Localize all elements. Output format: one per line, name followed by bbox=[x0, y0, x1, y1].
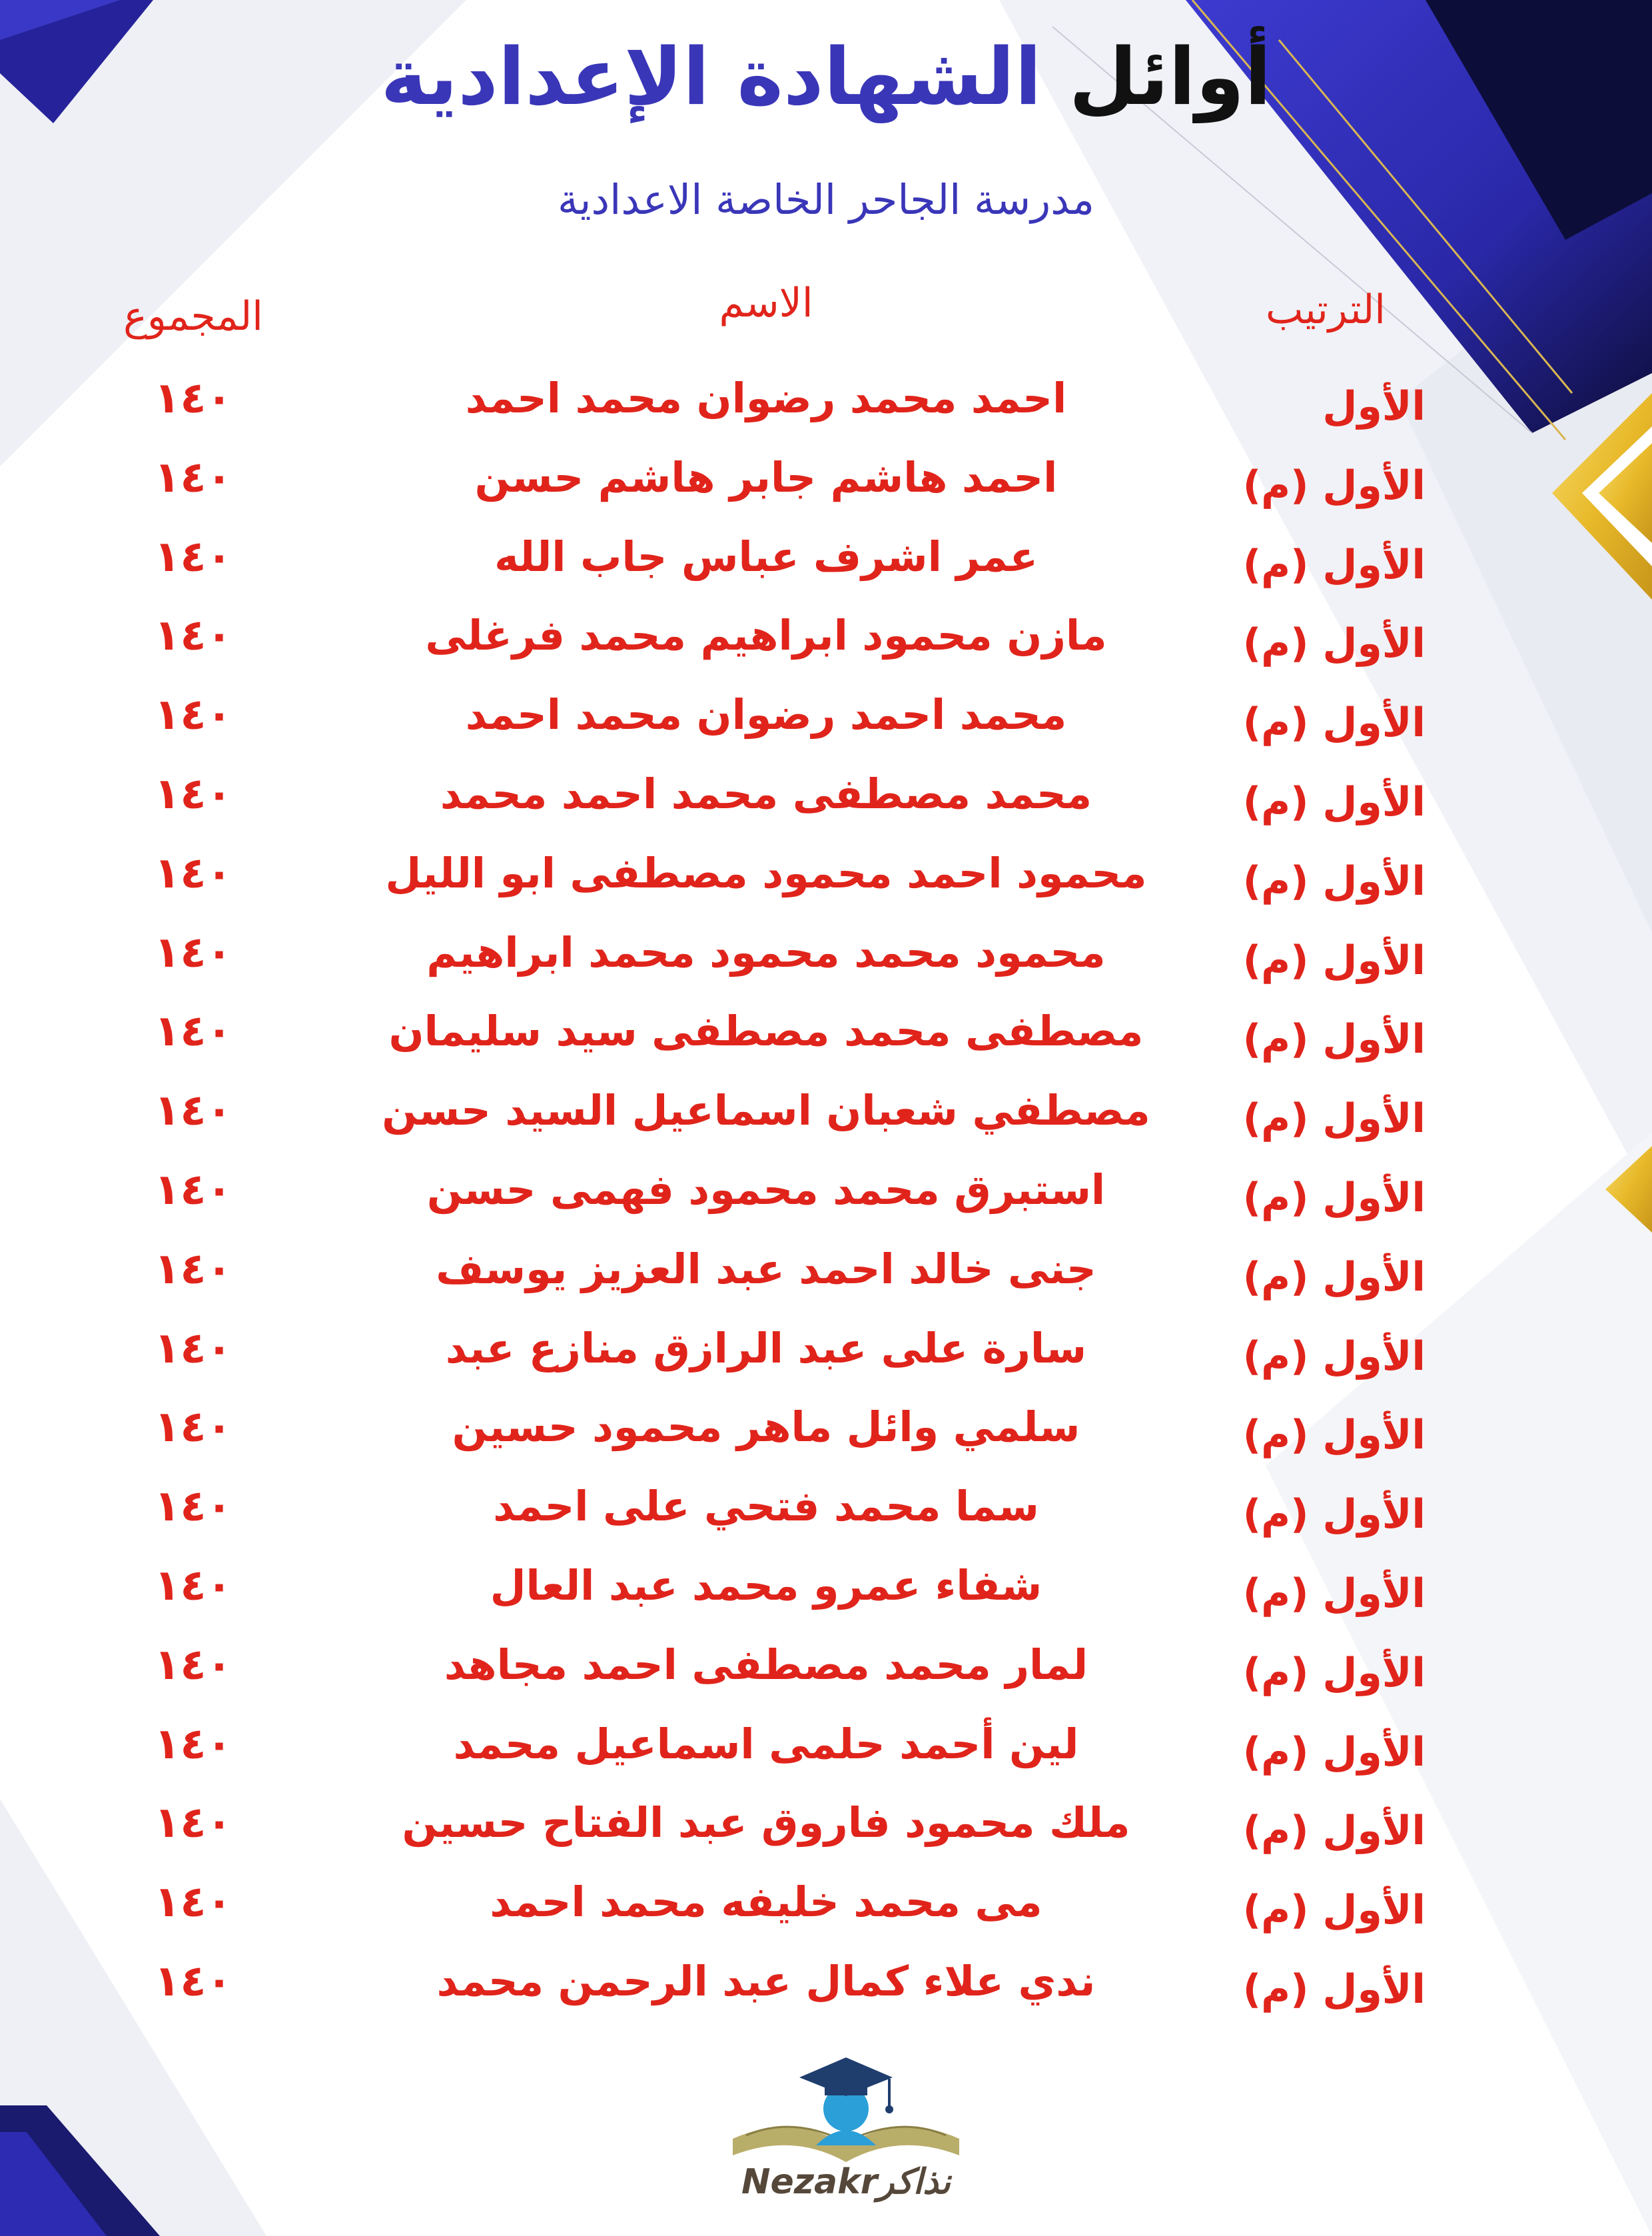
table-row bbox=[0, 1790, 1652, 1869]
name-cell: شفاء عمرو محمد عبد العال bbox=[490, 1560, 1042, 1610]
rank-cell: الأول (م) bbox=[1242, 1174, 1426, 1221]
table-row bbox=[0, 444, 1652, 524]
column-header-rank: الترتيب bbox=[1266, 286, 1386, 333]
table-row bbox=[0, 524, 1652, 603]
logo-text: Nezakrنذاكر bbox=[741, 2162, 951, 2202]
name-cell: محمد مصطفى محمد احمد محمد bbox=[440, 769, 1092, 818]
school-name: مدرسة الجاحر الخاصة الاعدادية bbox=[558, 175, 1094, 224]
rank-cell: الأول (م) bbox=[1242, 857, 1426, 905]
name-cell: استبرق محمد محمود فهمى حسن bbox=[426, 1165, 1106, 1214]
table-row bbox=[0, 1157, 1652, 1236]
total-cell: ١٤٠ bbox=[154, 374, 232, 423]
rank-cell: الأول (م) bbox=[1242, 1095, 1426, 1143]
total-cell: ١٤٠ bbox=[154, 690, 232, 740]
rank-cell: الأول (م) bbox=[1242, 1808, 1426, 1855]
table-row bbox=[0, 1077, 1652, 1157]
results-table bbox=[0, 365, 1652, 2027]
table-row bbox=[0, 1236, 1652, 1315]
column-header-name: الاسم bbox=[719, 280, 813, 326]
name-cell: محمد احمد رضوان محمد احمد bbox=[465, 690, 1067, 740]
rank-cell: الأول (م) bbox=[1242, 1333, 1426, 1380]
rank-cell: الأول (م) bbox=[1242, 700, 1426, 747]
rank-cell: الأول bbox=[1322, 383, 1426, 430]
name-cell: سارة على عبد الرازق منازع عبد bbox=[445, 1323, 1087, 1373]
rank-cell: الأول (م) bbox=[1242, 620, 1426, 668]
total-cell: ١٤٠ bbox=[154, 1323, 232, 1373]
rank-cell: الأول (م) bbox=[1242, 1649, 1426, 1696]
rank-cell: الأول (م) bbox=[1242, 778, 1426, 826]
rank-cell: الأول (م) bbox=[1242, 1491, 1426, 1538]
name-cell: سما محمد فتحي على احمد bbox=[493, 1482, 1039, 1531]
rank-cell: الأول (م) bbox=[1242, 1965, 1426, 2013]
rank-cell: الأول (م) bbox=[1242, 1728, 1426, 1776]
table-row bbox=[0, 1552, 1652, 1632]
table-row bbox=[0, 1394, 1652, 1473]
name-cell: مصطفى محمد مصطفى سيد سليمان bbox=[388, 1007, 1144, 1056]
page-title bbox=[0, 27, 1652, 127]
name-cell: محمود احمد محمود مصطفى ابو الليل bbox=[385, 848, 1147, 897]
name-cell: لين أحمد حلمى اسماعيل محمد bbox=[453, 1719, 1079, 1768]
table-row bbox=[0, 682, 1652, 761]
rank-cell: الأول (م) bbox=[1242, 1016, 1426, 1063]
name-cell: محمود محمد محمود محمد ابراهيم bbox=[426, 927, 1106, 977]
rank-cell: الأول (م) bbox=[1242, 937, 1426, 984]
table-row bbox=[0, 1948, 1652, 2027]
total-cell: ١٤٠ bbox=[154, 1878, 232, 1928]
total-cell: ١٤٠ bbox=[154, 927, 232, 977]
table-row bbox=[0, 1711, 1652, 1790]
name-cell: جنى خالد احمد عبد العزيز يوسف bbox=[436, 1244, 1096, 1293]
total-cell: ١٤٠ bbox=[154, 1165, 232, 1215]
total-cell: ١٤٠ bbox=[154, 532, 232, 582]
rank-cell: الأول (م) bbox=[1242, 1412, 1426, 1459]
name-cell: سلمي وائل ماهر محمود حسين bbox=[452, 1402, 1080, 1452]
rank-cell: الأول (م) bbox=[1242, 541, 1426, 588]
total-cell: ١٤٠ bbox=[154, 1956, 232, 2006]
table-row bbox=[0, 919, 1652, 999]
rank-cell: الأول (م) bbox=[1242, 1253, 1426, 1301]
table-row bbox=[0, 1315, 1652, 1395]
total-cell: ١٤٠ bbox=[154, 1086, 232, 1136]
rank-cell: الأول (م) bbox=[1242, 462, 1426, 509]
name-cell: احمد هاشم جابر هاشم حسن bbox=[474, 452, 1058, 502]
name-cell: مى محمد خليفه محمد احمد bbox=[490, 1878, 1042, 1927]
name-cell: عمر اشرف عباس جاب الله bbox=[494, 532, 1038, 581]
rank-cell: الأول (م) bbox=[1242, 1570, 1426, 1617]
title-part2: الشهادة الإعدادية bbox=[380, 31, 1042, 123]
rank-cell: الأول (م) bbox=[1242, 1887, 1426, 1934]
column-header-total: المجموع bbox=[123, 293, 263, 340]
name-cell: مصطفي شعبان اسماعيل السيد حسن bbox=[382, 1086, 1150, 1135]
total-cell: ١٤٠ bbox=[154, 1560, 232, 1610]
title-part1: أوائل bbox=[1068, 31, 1272, 123]
total-cell: ١٤٠ bbox=[154, 769, 232, 819]
total-cell: ١٤٠ bbox=[154, 1244, 232, 1294]
total-cell: ١٤٠ bbox=[154, 1640, 232, 1690]
total-cell: ١٤٠ bbox=[154, 1482, 232, 1532]
total-cell: ١٤٠ bbox=[154, 1798, 232, 1848]
total-cell: ١٤٠ bbox=[154, 1719, 232, 1769]
table-row bbox=[0, 1632, 1652, 1711]
total-cell: ١٤٠ bbox=[154, 848, 232, 898]
total-cell: ١٤٠ bbox=[154, 1402, 232, 1452]
name-cell: ملك محمود فاروق عبد الفتاح حسين bbox=[402, 1798, 1130, 1848]
name-cell: ندي علاء كمال عبد الرحمن محمد bbox=[436, 1956, 1096, 2005]
table-row bbox=[0, 1869, 1652, 1948]
name-cell: لمار محمد مصطفى احمد مجاهد bbox=[444, 1640, 1088, 1689]
table-row bbox=[0, 1473, 1652, 1552]
table-row bbox=[0, 365, 1652, 444]
table-row bbox=[0, 761, 1652, 840]
table-row bbox=[0, 602, 1652, 682]
table-row bbox=[0, 998, 1652, 1077]
name-cell: مازن محمود ابراهيم محمد فرغلى bbox=[425, 611, 1107, 660]
total-cell: ١٤٠ bbox=[154, 611, 232, 661]
table-row bbox=[0, 840, 1652, 919]
total-cell: ١٤٠ bbox=[154, 452, 232, 502]
total-cell: ١٤٠ bbox=[154, 1007, 232, 1057]
name-cell: احمد محمد رضوان محمد احمد bbox=[465, 374, 1067, 422]
